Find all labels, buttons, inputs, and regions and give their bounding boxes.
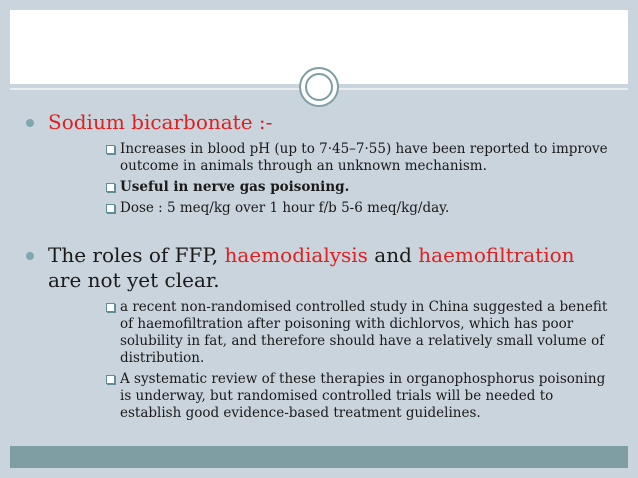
heading-text-part3: are not yet clear. xyxy=(48,268,220,292)
list-item-text: a recent non-randomised controlled study in China suggested a benefit of haemofiltration after poisoning with dichlorvos, which has poor solubility in fat, and therefore should have a relatively small volume of distribution. xyxy=(120,299,608,366)
list-item-text: A systematic review of these therapies in organophosphorus poisoning is underway, but randomised controlled trials will be needed to establish good evidence-based treatment guidelines. xyxy=(120,371,606,421)
square-bullet-icon xyxy=(106,303,115,312)
list-item xyxy=(104,179,612,196)
circle-bullet-icon xyxy=(26,119,34,127)
spacer xyxy=(22,221,612,243)
list-item xyxy=(104,299,612,367)
bullet-sodium-bicarbonate xyxy=(22,110,612,135)
circle-bullet-icon xyxy=(26,252,34,260)
bullet-ffp-roles xyxy=(22,243,612,293)
square-bullet-icon xyxy=(106,204,115,213)
square-bullet-icon xyxy=(106,145,115,154)
sodium-bicarbonate-details xyxy=(22,141,612,217)
heading-text-part1: The roles of FFP, xyxy=(48,243,225,267)
list-item-text: Dose : 5 meq/kg over 1 hour f/b 5-6 meq/kg/day. xyxy=(120,200,450,216)
heading-text-part2: and xyxy=(367,243,419,267)
ffp-roles-details xyxy=(22,299,612,422)
haemofiltration-term: haemofiltration xyxy=(418,243,575,267)
square-bullet-icon xyxy=(106,183,115,192)
circle-ornament-icon xyxy=(299,67,339,107)
footer-band xyxy=(10,446,628,468)
slide-content xyxy=(22,110,612,426)
list-item-text: Useful in nerve gas poisoning. xyxy=(120,179,350,195)
square-bullet-icon xyxy=(106,375,115,384)
list-item xyxy=(104,200,612,217)
sodium-bicarbonate-heading: Sodium bicarbonate :- xyxy=(48,110,273,134)
haemodialysis-term: haemodialysis xyxy=(224,243,368,267)
list-item xyxy=(104,141,612,175)
list-item-text: Increases in blood pH (up to 7·45–7·55) have been reported to improve outcome in animals through an unknown mechanism. xyxy=(120,141,608,174)
list-item xyxy=(104,371,612,422)
